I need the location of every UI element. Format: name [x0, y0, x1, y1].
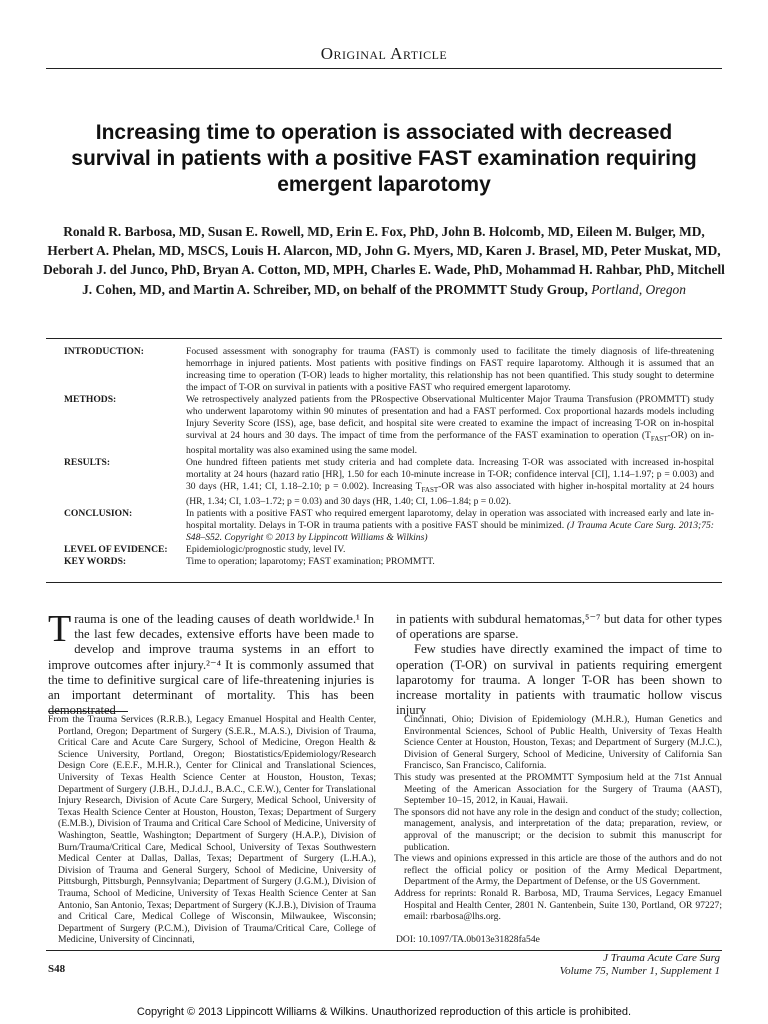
journal-volume: Volume 75, Number 1, Supplement 1 [559, 965, 720, 977]
footnotes-left [48, 714, 376, 946]
abstract-methods [64, 394, 714, 457]
section-label: Original Article [320, 44, 448, 63]
fast-subscript: FAST [421, 485, 439, 494]
footnote-sponsors: The sponsors did not have any role in the design and conduct of the study; collection, management, analysis, and interpretation of the data; preparation, review, or approval of the manuscript; or the decision to submit this manuscript for publication. [394, 806, 722, 853]
abstract-label: KEY WORDS: [64, 555, 127, 567]
abstract-text: Epidemiologic/prognostic study, level IV. [186, 543, 346, 555]
journal-info [560, 952, 720, 978]
author-location: Portland, Oregon [591, 281, 686, 297]
conclusion-text: In patients with a positive FAST who required emergent laparotomy, delay in operation was associated with increased early and late in-hospital mortality. Delays in T-OR in trauma patients with a positive FAST should be minimized. [186, 507, 714, 531]
abstract-text [186, 508, 714, 544]
abstract-level [64, 544, 714, 556]
body-paragraph: rauma is one of the leading causes of death worldwide.¹ In the last few decades, extensive efforts have been made to develop and improve trauma systems in an effort to improve outcomes after injury.²⁻⁴ It is commonly assumed that the time to definitive surgical care of life-threatening injuries is an important determinant of mortality. This has been demonstrated [48, 612, 374, 718]
abstract-conclusion [64, 508, 714, 544]
abstract-label: LEVEL OF EVIDENCE: [64, 543, 168, 555]
abstract-bottom-rule [46, 582, 722, 583]
abstract-text: Focused assessment with sonography for trauma (FAST) is commonly used to facilitate the timely diagnosis of life-threatening hemorrhage in injured patients. Most patients with positive findings on FAST require laparotomy. Although it is assumed that an increasing time to operation (T-OR) leads to higher mortality, this relationship has not been quantified. This study sought to determine the impact of T-OR on survival in patients with a positive FAST who required emergent laparotomy. [186, 346, 714, 393]
author-names: Ronald R. Barbosa, MD, Susan E. Rowell, MD, Erin E. Fox, PhD, John B. Holcomb, MD, Eileen M. Bulger, MD, Herbert A. Phelan, MD, MSCS, Louis H. Alarcon, MD, John G. Myers, MD, Karen J. Brasel, MD, Peter Muskat, MD, Deborah J. del Junco, PhD, Bryan A. Cotton, MD, MPH, Charles E. Wade, PhD, Mohammad H. Rahbar, PhD, Mitchell J. Cohen, MD, and Martin A. Schreiber, MD, on behalf of the PROMMTT Study Group, [43, 224, 725, 297]
header-rule [46, 68, 722, 69]
footnote-affiliations: From the Trauma Services (R.R.B.), Legacy Emanuel Hospital and Health Center, Portland, Oregon; Department of Surgery (S.E.R., M.A.S.), Division of Trauma, Critical Care and Acute Care Surgery, School of Medicine, Oregon Health & Science University, Portland, Oregon; Biostatistics/Epidemiology/Research Design Core (E.E.F., M.H.R.), Center for Clinical and Translational Sciences, University of Texas Health Science Center at Houston, Houston, Texas; Department of Surgery (J.B.H., D.J.d.J., B.A.C., C.E.W.), Center for Translational Injury Research, Division of Acute Care Surgery, Medical School, University of Texas Health Science Center at Houston, Houston, Texas; Department of Surgery (E.M.B.), Division of Trauma and Critical Care School of Medicine, University of Washington, Seattle, Washington; Department of Surgery (H.A.P.), Division of Burn/Trauma/Critical Care, Medical School, University of Texas Southwestern Medical Center at Dallas, Dallas, Texas; Department of Surgery (L.H.A.), Division of Trauma and General Surgery, School of Medicine, University of Pittsburgh, Pittsburgh, Pennsylvania; Department of Surgery (J.G.M.), Division of Trauma, School of Medicine, University of Texas Health Science Center at San Antonio, San Antonio, Texas; Department of Surgery (K.J.B.), Division of Trauma and Critical Care, Medical College of Wisconsin, Milwaukee, Wisconsin; Department of Surgery (P.C.M.), Division of Trauma/Critical Care, College of Medicine, University of Cincinnati, [48, 714, 376, 946]
methods-text: We retrospectively analyzed patients from the PRospective Observational Multicenter Major Trauma Transfusion (PROMMTT) study who underwent laparotomy within 90 minutes of presentation and had a FAST performed. Cox proportional hazards models including Injury Severity Score (ISS), age, base deficit, and hospital site were created to examine the impact of increasing T-OR on in-hospital survival at 24 hours and 30 days. The impact of time from the performance of the FAST examination to operation (T [186, 394, 714, 441]
footer-rule [46, 950, 722, 951]
results-text: One hundred fifteen patients met study criteria and had complete data. Increasing T-OR was associated with increased in-hospital mortality at 24 hours (hazard ratio [HR], 1.50 for each 10-minute increase in T-OR; confidence interval [CI], 1.14–1.97; p = 0.003) and 30 days (HR, 1.41; CI, 1.18–2.10; p = 0.002). Increasing T [186, 456, 714, 492]
abstract-label: RESULTS: [64, 456, 111, 468]
footnote-affiliations-cont: Cincinnati, Ohio; Division of Epidemiology (M.H.R.), Human Genetics and Environmental Sciences, School of Public Health, University of Texas Health Science Center at Houston, Houston, Texas; and Department of Surgery (M.J.C.), Division of General Surgery, School of Medicine, University of California San Francisco, San Francisco, California. [404, 714, 722, 772]
abstract-text [186, 394, 714, 457]
footnotes-right [394, 714, 722, 923]
abstract-top-rule [46, 338, 722, 339]
copyright-footer: Copyright © 2013 Lippincott Williams & Wilkins. Unauthorized reproduction of this article is prohibited. [136, 1006, 632, 1018]
fast-subscript: FAST [650, 434, 668, 443]
footnote-reprints: Address for reprints: Ronald R. Barbosa, MD, Trauma Services, Legacy Emanuel Hospital and Health Center, 2801 N. Gantenbein, Suite 130, Portland, OR 97227; email: rbarbosa@lhs.org. [394, 887, 722, 923]
body-column-left [48, 608, 374, 718]
author-list [40, 222, 728, 299]
abstract-results [64, 457, 714, 508]
abstract-text: Time to operation; laparotomy; FAST examination; PROMMTT. [186, 555, 435, 567]
citation: (J Trauma Acute Care Surg. 2013;75: S48–S52. Copyright © 2013 by Lippincott Williams & Wilkins) [186, 519, 715, 543]
journal-name: J Trauma Acute Care Surg [603, 952, 720, 964]
drop-cap: T [48, 608, 72, 650]
body-paragraph: in patients with subdural hematomas,⁵⁻⁷ but data for other types of operations are sparse. [396, 612, 722, 642]
abstract [64, 346, 714, 568]
footnote-rule [48, 711, 128, 712]
footnote-presented: This study was presented at the PROMMTT Symposium held at the 71st Annual Meeting of the American Association for the Surgery of Trauma (AAST), September 10–15, 2012, in Kauai, Hawaii. [394, 771, 722, 807]
abstract-text [186, 457, 714, 508]
footnote-views: The views and opinions expressed in this article are those of the authors and do not reflect the official policy or position of the Army Medical Department, Department of the Army, the Department of Defense, or the US Government. [394, 853, 722, 888]
abstract-label: METHODS: [64, 394, 117, 405]
abstract-introduction [64, 346, 714, 394]
body-paragraph: Few studies have directly examined the impact of time to operation (T-OR) on survival in patients requiring emergent laparotomy for trauma. A longer T-OR has been shown to increase mortality in patients with traumatic hollow viscus injury [396, 642, 722, 718]
page-number: S48 [48, 963, 66, 975]
article-title: Increasing time to operation is associated with decreased survival in patients with a positive FAST examination requiring emergent laparotomy [71, 121, 697, 196]
abstract-keywords [64, 556, 714, 568]
body-column-right [396, 612, 722, 718]
doi: DOI: 10.1097/TA.0b013e31828fa54e [396, 934, 540, 945]
abstract-label: INTRODUCTION: [64, 346, 144, 357]
abstract-label: CONCLUSION: [64, 507, 133, 519]
methods-text-tail: -OR) on in-hospital mortality was also examined using the same model. [186, 430, 715, 456]
results-text-tail: -OR was also associated with higher in-hospital mortality at 24 hours (HR, 1.34; CI, 1.03–1.72; p = 0.03) and 30 days (HR, 1.40; CI, 1.06–1.84; p = 0.02). [186, 480, 714, 507]
